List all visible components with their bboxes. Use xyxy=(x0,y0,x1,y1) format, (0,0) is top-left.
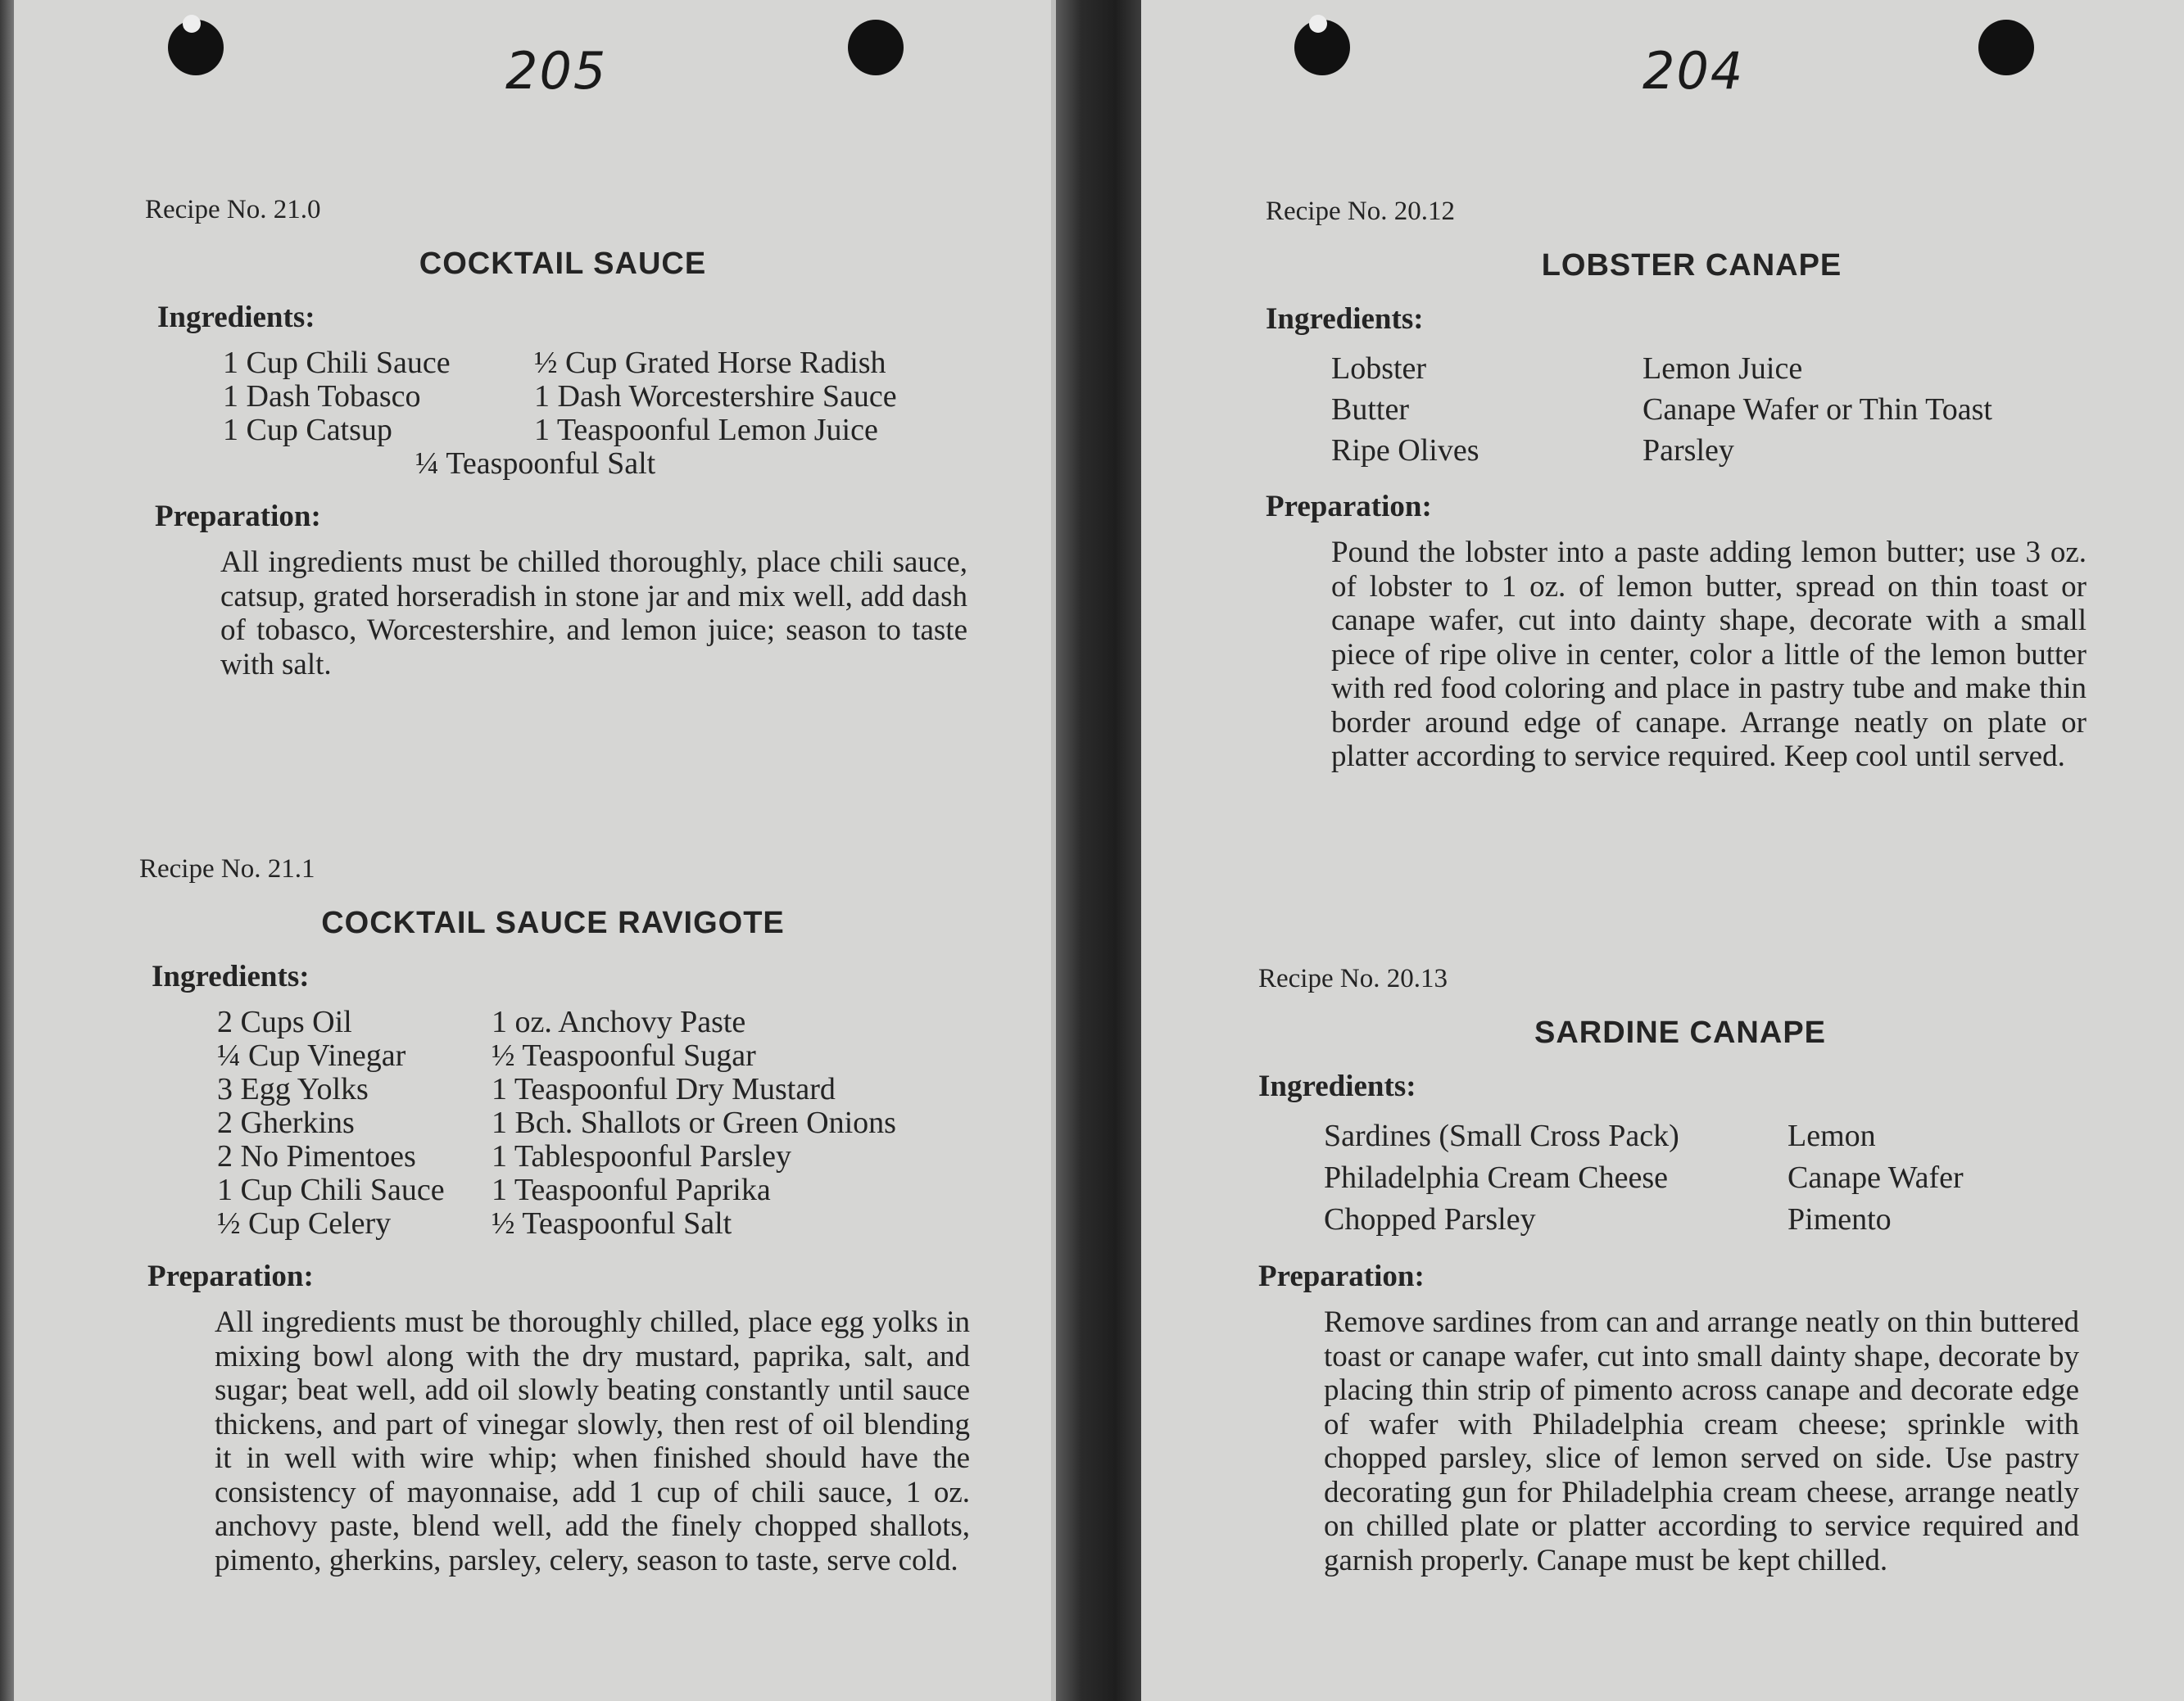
ingredient: 1 Teaspoonful Paprika xyxy=(492,1173,771,1207)
ingredient: 1 Cup Chili Sauce xyxy=(223,346,451,380)
recipe-number: Recipe No. 21.1 xyxy=(139,854,315,884)
ingredient: Butter xyxy=(1331,392,1409,427)
ingredient: ¼ Cup Vinegar xyxy=(217,1038,406,1073)
ingredient: 2 Cups Oil xyxy=(217,1005,352,1039)
ingredient: 1 Teaspoonful Lemon Juice xyxy=(534,413,878,447)
recipe-number: Recipe No. 20.12 xyxy=(1266,197,1455,226)
punch-hole-icon xyxy=(848,20,904,75)
recipe-20-12 xyxy=(1266,197,2159,774)
preparation-label: Preparation: xyxy=(155,500,321,533)
ingredient-extra xyxy=(415,447,981,481)
ingredient: Philadelphia Cream Cheese xyxy=(1324,1160,1668,1195)
ingredient: Canape Wafer xyxy=(1788,1160,1964,1195)
ingredient: 1 Dash Tobasco xyxy=(223,379,421,414)
card-gap xyxy=(1056,0,1141,1701)
ingredient: ½ Teaspoonful Sugar xyxy=(492,1038,756,1073)
recipe-title: COCKTAIL SAUCE RAVIGOTE xyxy=(321,906,785,940)
ingredients-label: Ingredients: xyxy=(1258,1070,1416,1103)
ingredient-list xyxy=(1331,348,2159,471)
ingredient: Lemon Juice xyxy=(1643,351,1803,386)
recipe-title: SARDINE CANAPE xyxy=(1534,1016,1827,1050)
punch-hole-icon xyxy=(1294,20,1350,75)
ingredient: 2 No Pimentoes xyxy=(217,1139,416,1174)
ingredient: Pimento xyxy=(1788,1202,1892,1237)
ingredient: ½ Teaspoonful Salt xyxy=(492,1206,732,1241)
ingredient: ½ Cup Celery xyxy=(217,1206,392,1241)
ingredient: Canape Wafer or Thin Toast xyxy=(1643,392,1992,427)
preparation-label: Preparation: xyxy=(1266,490,1432,523)
preparation-text: All ingredients must be chilled thoroughly, place chili sauce, catsup, grated horseradish in stone jar and mix well, add dash of tobasco, Worcestershire, and lemon juice; season to taste with salt. xyxy=(220,545,967,681)
ingredient: 1 Bch. Shallots or Green Onions xyxy=(492,1106,896,1140)
ingredient: 2 Gherkins xyxy=(217,1106,355,1140)
recipe-20-13 xyxy=(1258,964,2159,1577)
recipe-21-1 xyxy=(139,854,983,1577)
recipe-card-left xyxy=(14,0,1056,1701)
preparation-label: Preparation: xyxy=(147,1260,314,1293)
ingredients-label: Ingredients: xyxy=(152,960,310,993)
punch-hole-icon xyxy=(1978,20,2034,75)
ingredient: 1 Tablespoonful Parsley xyxy=(492,1139,792,1174)
ingredient: Ripe Olives xyxy=(1331,433,1479,468)
ingredient: Lobster xyxy=(1331,351,1427,386)
ingredient-list xyxy=(223,346,981,447)
scan-edge xyxy=(0,0,14,1701)
ingredient: 1 Cup Chili Sauce xyxy=(217,1173,445,1207)
preparation-text: Remove sardines from can and arrange neatly on thin buttered toast or canape wafer, cut into small dainty shape, decorate by placing thin strip of pimento across canape and decorate edge of wafer with Philadelphia cream cheese; sprinkle with chopped parsley, slice of lemon served on side. Use pastry decorating gun for Philadelphia cream cheese, arrange neatly on chilled plate or platter according to service required and garnish properly. Canape must be kept chilled. xyxy=(1324,1305,2079,1577)
ingredient-list xyxy=(217,1006,983,1241)
ingredient: 3 Egg Yolks xyxy=(217,1072,369,1106)
recipe-title: COCKTAIL SAUCE xyxy=(419,247,707,281)
ingredient: 1 Teaspoonful Dry Mustard xyxy=(492,1072,836,1106)
ingredients-label: Ingredients: xyxy=(157,301,315,334)
ingredient: Chopped Parsley xyxy=(1324,1202,1536,1237)
preparation-label: Preparation: xyxy=(1258,1260,1425,1293)
ingredient: 1 Dash Worcestershire Sauce xyxy=(534,379,897,414)
handwritten-page-number: 204 xyxy=(1643,41,1745,101)
preparation-text: Pound the lobster into a paste adding lemon butter; use 3 oz. of lobster to 1 oz. of lemon butter, spread on thin toast or canape wafer, cut into dainty shape, decorate with a small piece of ripe olive in center, color a little of the lemon butter with red food coloring and place in pastry tube and make thin border around edge of canape. Arrange neatly on plate or platter according to service required. Keep cool until served. xyxy=(1331,536,2087,773)
recipe-title: LOBSTER CANAPE xyxy=(1541,248,1842,283)
ingredient-list xyxy=(1324,1115,2159,1241)
ingredient: 1 oz. Anchovy Paste xyxy=(492,1005,746,1039)
recipe-21-0 xyxy=(145,195,981,681)
handwritten-page-number: 205 xyxy=(505,41,608,101)
ingredient: ¼ Teaspoonful Salt xyxy=(415,446,656,481)
recipe-number: Recipe No. 20.13 xyxy=(1258,964,1448,993)
ingredient: ½ Cup Grated Horse Radish xyxy=(534,346,886,380)
ingredient: Lemon xyxy=(1788,1119,1876,1153)
ingredient: Sardines (Small Cross Pack) xyxy=(1324,1119,1679,1153)
recipe-number: Recipe No. 21.0 xyxy=(145,195,321,224)
preparation-text: All ingredients must be thoroughly chilled, place egg yolks in mixing bowl along with the dry mustard, paprika, salt, and sugar; beat well, add oil slowly beating constantly until sauce thickens, and part of vinegar slowly, then rest of oil blending it in well with wire whip; when finished should have the consistency of mayonnaise, add 1 cup of chili sauce, 1 oz. anchovy paste, blend well, add the finely chopped shallots, pimento, gherkins, parsley, celery, season to taste, serve cold. xyxy=(215,1305,970,1577)
punch-hole-icon xyxy=(168,20,224,75)
ingredient: 1 Cup Catsup xyxy=(223,413,392,447)
ingredient: Parsley xyxy=(1643,433,1734,468)
recipe-card-right xyxy=(1141,0,2184,1701)
ingredients-label: Ingredients: xyxy=(1266,302,1424,336)
